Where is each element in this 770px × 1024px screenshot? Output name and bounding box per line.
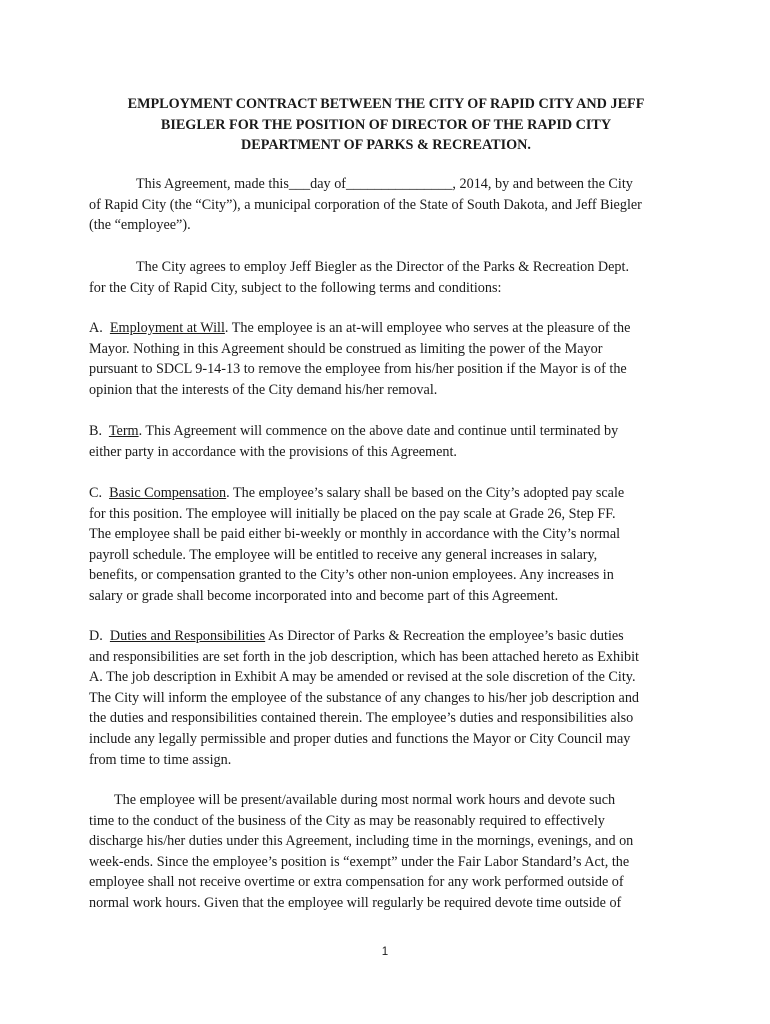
section-first-line (89, 626, 689, 647)
section-first-line (89, 318, 689, 339)
text-line: include any legally permissible and proper duties and functions the Mayor or City Council may (89, 730, 631, 747)
page-number: 1 (381, 946, 389, 958)
intro-paragraph (89, 174, 689, 236)
section-letter: C. (89, 485, 103, 501)
text-line: for this position. The employee will initially be placed on the pay scale at Grade 26, Step FF. (89, 505, 616, 522)
text-line: employee shall not receive overtime or extra compensation for any work performed outside of (89, 874, 624, 891)
text-line: of Rapid City (the “City”), a municipal corporation of the State of South Dakota, and Jeff Biegler (89, 196, 642, 213)
text-line: The City agrees to employ Jeff Biegler as the Director of the Parks & Recreation Dept. (136, 259, 629, 275)
text-line: the duties and responsibilities contained therein. The employee’s duties and responsibilities also (89, 710, 634, 727)
section-letter: A. (89, 320, 103, 336)
presence-paragraph (89, 790, 689, 914)
text-line: pursuant to SDCL 9-14-13 to remove the employee from his/her position if the Mayor is of the (89, 361, 627, 378)
contract-title (80, 94, 692, 156)
text-line: opinion that the interests of the City demand his/her removal. (89, 381, 438, 398)
text-line: discharge his/her duties under this Agreement, including time in the mornings, evenings, and on (89, 833, 634, 850)
text-segment: . The employee’s salary shall be based on the City’s adopted pay scale (226, 485, 625, 501)
section-d-duties-and-responsibilities (89, 626, 689, 770)
text-line: salary or grade shall become incorporated into and become part of this Agreement. (89, 587, 559, 604)
text-line: either party in accordance with the provisions of this Agreement. (89, 443, 457, 460)
title-line: DEPARTMENT OF PARKS & RECREATION. (241, 137, 531, 153)
section-letter: B. (89, 423, 103, 439)
text-line: from time to time assign. (89, 751, 232, 768)
section-heading: Employment at Will (109, 320, 225, 336)
section-b-term (89, 421, 689, 462)
title-line: EMPLOYMENT CONTRACT BETWEEN THE CITY OF RAPID CITY AND JEFF (127, 96, 645, 112)
text-segment: . The employee is an at-will employee who serves at the pleasure of the (224, 320, 631, 336)
agreement-paragraph (89, 257, 689, 298)
text-line: time to the conduct of the business of the City as may be reasonably required to effectively (89, 812, 605, 829)
text-line: The City will inform the employee of the substance of any changes to his/her job description and (89, 689, 640, 706)
section-heading: Duties and Responsibilities (109, 628, 266, 644)
text-line: This Agreement, made this___day of_______________, 2014, by and between the City (136, 176, 633, 192)
text-line: benefits, or compensation granted to the City’s other non-union employees. Any increases in (89, 567, 614, 584)
text-line: and responsibilities are set forth in the job description, which has been attached hereto as Exhibit (89, 648, 640, 665)
text-line: (the “employee”). (89, 217, 191, 234)
text-line: payroll schedule. The employee will be entitled to receive any general increases in salary, (89, 546, 598, 563)
title-line: BIEGLER FOR THE POSITION OF DIRECTOR OF THE RAPID CITY (160, 116, 612, 133)
text-line: A. The job description in Exhibit A may be amended or revised at the sole discretion of the City. (89, 669, 636, 686)
text-segment: As Director of Parks & Recreation the employee’s basic duties (265, 628, 624, 644)
text-line: The employee will be present/available during most normal work hours and devote such (114, 792, 616, 808)
section-heading: Term (108, 423, 139, 439)
section-c-basic-compensation (89, 483, 689, 607)
section-a-employment-at-will (89, 318, 689, 400)
section-first-line (89, 421, 689, 442)
text-segment: . This Agreement will commence on the above date and continue until terminated by (138, 423, 619, 439)
section-heading: Basic Compensation (109, 485, 227, 501)
text-line: normal work hours. Given that the employee will regularly be required devote time outside of (89, 894, 622, 911)
text-line: week-ends. Since the employee’s position is “exempt” under the Fair Labor Standard’s Act, the (89, 853, 630, 870)
section-first-line (89, 483, 689, 504)
text-line: Mayor. Nothing in this Agreement should be construed as limiting the power of the Mayor (89, 340, 603, 357)
text-line: for the City of Rapid City, subject to the following terms and conditions: (89, 279, 502, 296)
text-line: The employee shall be paid either bi-weekly or monthly in accordance with the City’s normal (89, 526, 621, 543)
section-letter: D. (89, 628, 103, 644)
